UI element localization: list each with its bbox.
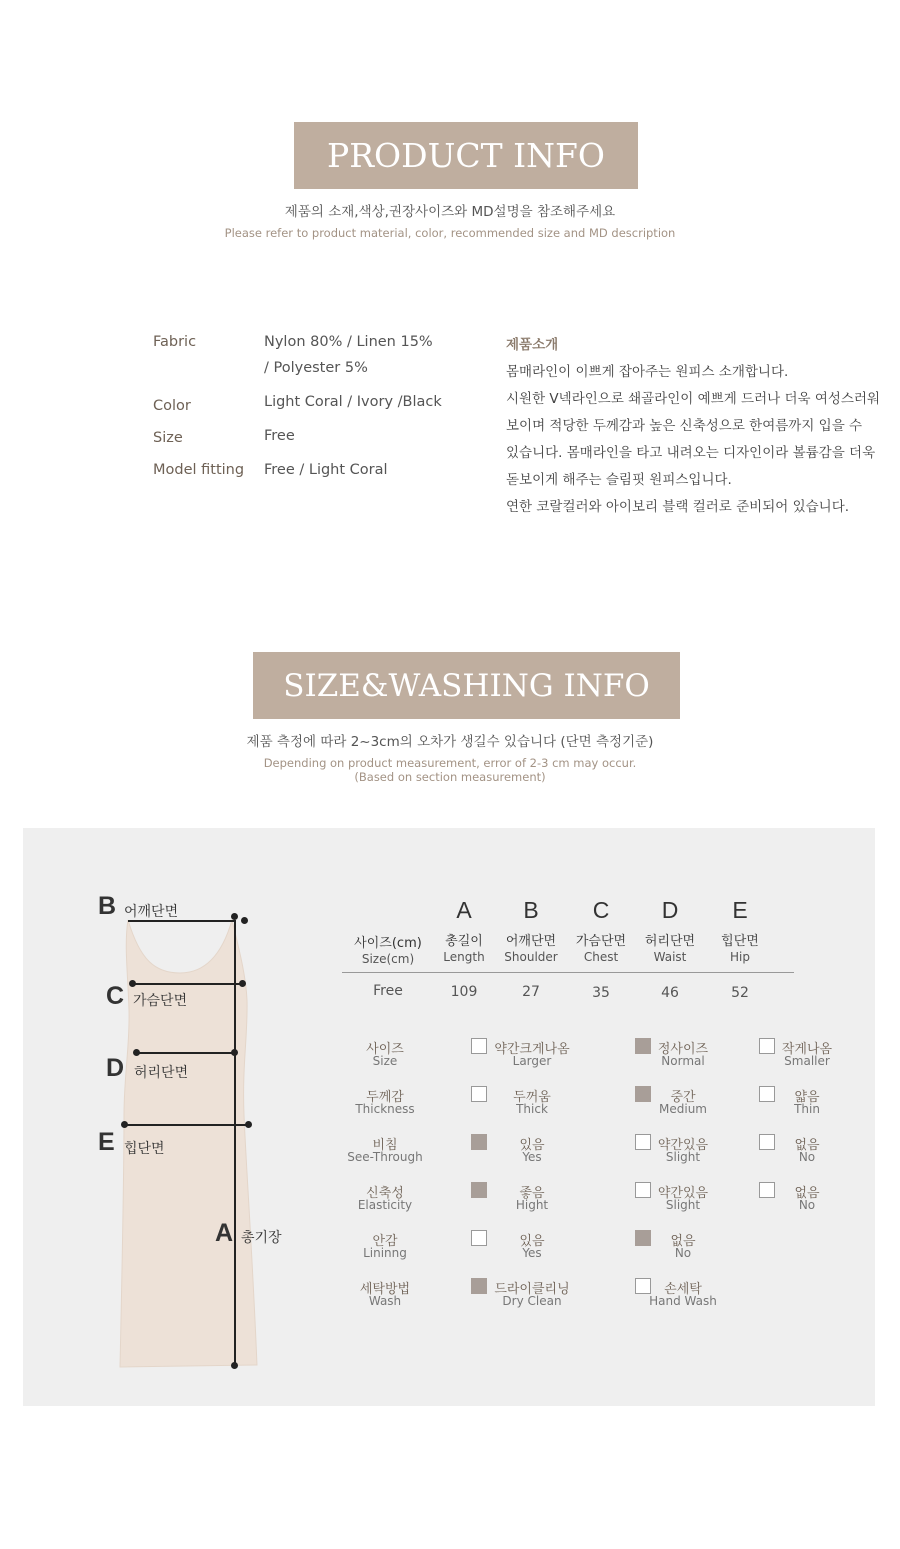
- value-length: 109: [450, 984, 478, 1000]
- opt-wash-dry-clean-ko: 드라이클리닝: [494, 1282, 570, 1297]
- opt-seethrough-yes-ko: 있음: [519, 1138, 545, 1153]
- char-lining-en: Lininng: [363, 1246, 407, 1260]
- hip-line: [125, 1124, 249, 1126]
- value-shoulder: 27: [522, 984, 540, 1000]
- chest-dot-right: [239, 980, 246, 987]
- char-lining-ko: 안감: [372, 1234, 398, 1249]
- opt-size-larger-ko: 약간크게나옴: [494, 1042, 570, 1057]
- description-line: 돋보이게 해주는 슬림핏 원피스입니다.: [506, 472, 732, 488]
- product-info-subtitle-ko: 제품의 소재,색상,권장사이즈와 MD설명을 참조해주세요: [284, 204, 616, 220]
- col-d-letter: D: [661, 897, 679, 923]
- opt-lining-no-ko: 없음: [670, 1234, 696, 1249]
- description-text: [506, 361, 896, 523]
- waist-dot-left: [133, 1049, 140, 1056]
- row-free-label: Free: [373, 983, 403, 999]
- opt-thickness-thin-en: Thin: [794, 1102, 820, 1116]
- measure-c-letter: C: [106, 982, 125, 1010]
- waist-line: [137, 1052, 235, 1054]
- col-d-ko: 허리단면: [644, 934, 696, 949]
- description-line: 있습니다. 몸매라인을 타고 내려오는 디자인이라 볼륨감을 더욱: [506, 445, 876, 461]
- table-divider: [342, 972, 794, 973]
- measure-b-letter: B: [98, 892, 117, 920]
- length-bottom-dot: [231, 1362, 238, 1369]
- measure-e-letter: E: [98, 1128, 115, 1156]
- value-waist: 46: [661, 985, 679, 1001]
- description-line: 보이며 적당한 두께감과 높은 신축성으로 한여름까지 입을 수: [506, 418, 863, 434]
- opt-elasticity-slight-en: Slight: [665, 1198, 701, 1212]
- col-c-letter: C: [592, 897, 610, 923]
- product-info-banner: PRODUCT INFO: [294, 122, 638, 189]
- measure-d-letter: D: [106, 1054, 125, 1082]
- col-b-letter: B: [523, 897, 539, 923]
- fabric-value-line2: / Polyester 5%: [264, 360, 368, 376]
- color-label: Color: [153, 398, 191, 414]
- col-e-ko: 힙단면: [721, 934, 759, 949]
- value-hip: 52: [731, 985, 749, 1001]
- col-e-en: Hip: [730, 950, 750, 964]
- product-info-subtitle-en: Please refer to product material, color, recommended size and MD description: [224, 226, 676, 240]
- measure-e-label: 힙단면: [124, 1141, 165, 1157]
- opt-size-smaller-en: Smaller: [784, 1054, 830, 1068]
- model-fitting-label: Model fitting: [153, 462, 245, 478]
- description-line: 연한 코랄컬러와 아이보리 블랙 컬러로 준비되어 있습니다.: [506, 499, 850, 515]
- opt-thickness-thick-ko: 두꺼움: [513, 1090, 551, 1105]
- opt-elasticity-high-ko: 좋음: [519, 1186, 545, 1201]
- char-seethrough-ko: 비침: [372, 1138, 398, 1153]
- col-b-en: Shoulder: [504, 950, 558, 964]
- opt-wash-hand-wash-en: Hand Wash: [649, 1294, 717, 1308]
- opt-seethrough-no-en: No: [798, 1150, 816, 1164]
- description-line: 시원한 V넥라인으로 쇄골라인이 예쁘게 드러나 더욱 여성스러워: [506, 391, 881, 407]
- chest-line: [133, 983, 243, 985]
- size-washing-banner: SIZE&WASHING INFO: [253, 652, 680, 719]
- opt-wash-hand-wash-ko: 손세탁: [664, 1282, 702, 1297]
- char-elasticity-en: Elasticity: [357, 1198, 413, 1212]
- size-info-subtitle-en-1: Depending on product measurement, error of 2-3 cm may occur.: [263, 756, 637, 770]
- char-wash-ko: 세탁방법: [359, 1282, 411, 1297]
- fabric-label: Fabric: [153, 334, 197, 350]
- size-info-subtitle-ko: 제품 측정에 따라 2~3cm의 오차가 생길수 있습니다 (단면 측정기준): [246, 734, 654, 750]
- char-wash-en: Wash: [368, 1294, 402, 1308]
- description-line: 몸매라인이 이쁘게 잡아주는 원피스 소개합니다.: [506, 364, 789, 380]
- opt-elasticity-high-en: Hight: [515, 1198, 549, 1212]
- fabric-value-line1: Nylon 80% / Linen 15%: [264, 334, 433, 350]
- opt-seethrough-slight-ko: 약간있음: [657, 1138, 709, 1153]
- char-size-en: Size: [372, 1054, 398, 1068]
- col-a-letter: A: [456, 897, 472, 923]
- opt-seethrough-no-ko: 없음: [794, 1138, 820, 1153]
- opt-seethrough-yes-en: Yes: [522, 1150, 542, 1164]
- waist-dot-right: [231, 1049, 238, 1056]
- size-info-subtitle-en-2: (Based on section measurement): [354, 770, 546, 784]
- opt-lining-yes-en: Yes: [522, 1246, 542, 1260]
- char-thickness-en: Thickness: [355, 1102, 415, 1116]
- model-fitting-value: Free / Light Coral: [264, 462, 388, 478]
- measure-a-letter: A: [215, 1219, 234, 1247]
- col-a-en: Length: [443, 950, 485, 964]
- col-c-ko: 가슴단면: [575, 934, 627, 949]
- opt-size-larger-en: Larger: [512, 1054, 552, 1068]
- opt-thickness-thick-en: Thick: [516, 1102, 548, 1116]
- value-chest: 35: [592, 985, 610, 1001]
- opt-thickness-thin-ko: 얇음: [794, 1090, 820, 1105]
- char-size-ko: 사이즈: [366, 1042, 404, 1057]
- opt-seethrough-slight-en: Slight: [665, 1150, 701, 1164]
- measure-d-label: 허리단면: [134, 1065, 189, 1081]
- opt-elasticity-no-ko: 없음: [794, 1186, 820, 1201]
- char-thickness-ko: 두께감: [366, 1090, 404, 1105]
- color-value: Light Coral / Ivory /Black: [264, 394, 442, 410]
- col-e-letter: E: [732, 897, 748, 923]
- opt-size-smaller-ko: 작게나옴: [781, 1042, 833, 1057]
- col-b-ko: 어깨단면: [505, 934, 557, 949]
- char-elasticity-ko: 신축성: [366, 1186, 404, 1201]
- measure-a-label: 총기장: [241, 1230, 282, 1246]
- char-seethrough-en: See-Through: [347, 1150, 423, 1164]
- length-top-dot: [241, 917, 248, 924]
- opt-elasticity-no-en: No: [798, 1198, 816, 1212]
- chest-dot-left: [129, 980, 136, 987]
- size-label: Size: [153, 430, 183, 446]
- opt-lining-yes-ko: 있음: [519, 1234, 545, 1249]
- col-a-ko: 총길이: [445, 934, 483, 949]
- opt-size-normal-en: Normal: [661, 1054, 705, 1068]
- description-title: 제품소개: [506, 337, 559, 353]
- size-header-en: Size(cm): [361, 952, 415, 966]
- measure-c-label: 가슴단면: [133, 993, 188, 1009]
- opt-elasticity-slight-ko: 약간있음: [657, 1186, 709, 1201]
- size-value: Free: [264, 428, 295, 444]
- length-line: [234, 920, 236, 1366]
- opt-thickness-medium-en: Medium: [659, 1102, 707, 1116]
- col-c-en: Chest: [583, 950, 619, 964]
- opt-thickness-medium-ko: 중간: [670, 1090, 696, 1105]
- hip-dot-left: [121, 1121, 128, 1128]
- opt-size-normal-ko: 정사이즈: [657, 1042, 709, 1057]
- opt-wash-dry-clean-en: Dry Clean: [502, 1294, 562, 1308]
- measure-b-label: 어깨단면: [124, 904, 179, 920]
- opt-lining-no-en: No: [674, 1246, 692, 1260]
- hip-dot-right: [245, 1121, 252, 1128]
- col-d-en: Waist: [653, 950, 687, 964]
- shoulder-dot: [231, 913, 238, 920]
- size-header-ko: 사이즈(cm): [354, 936, 422, 951]
